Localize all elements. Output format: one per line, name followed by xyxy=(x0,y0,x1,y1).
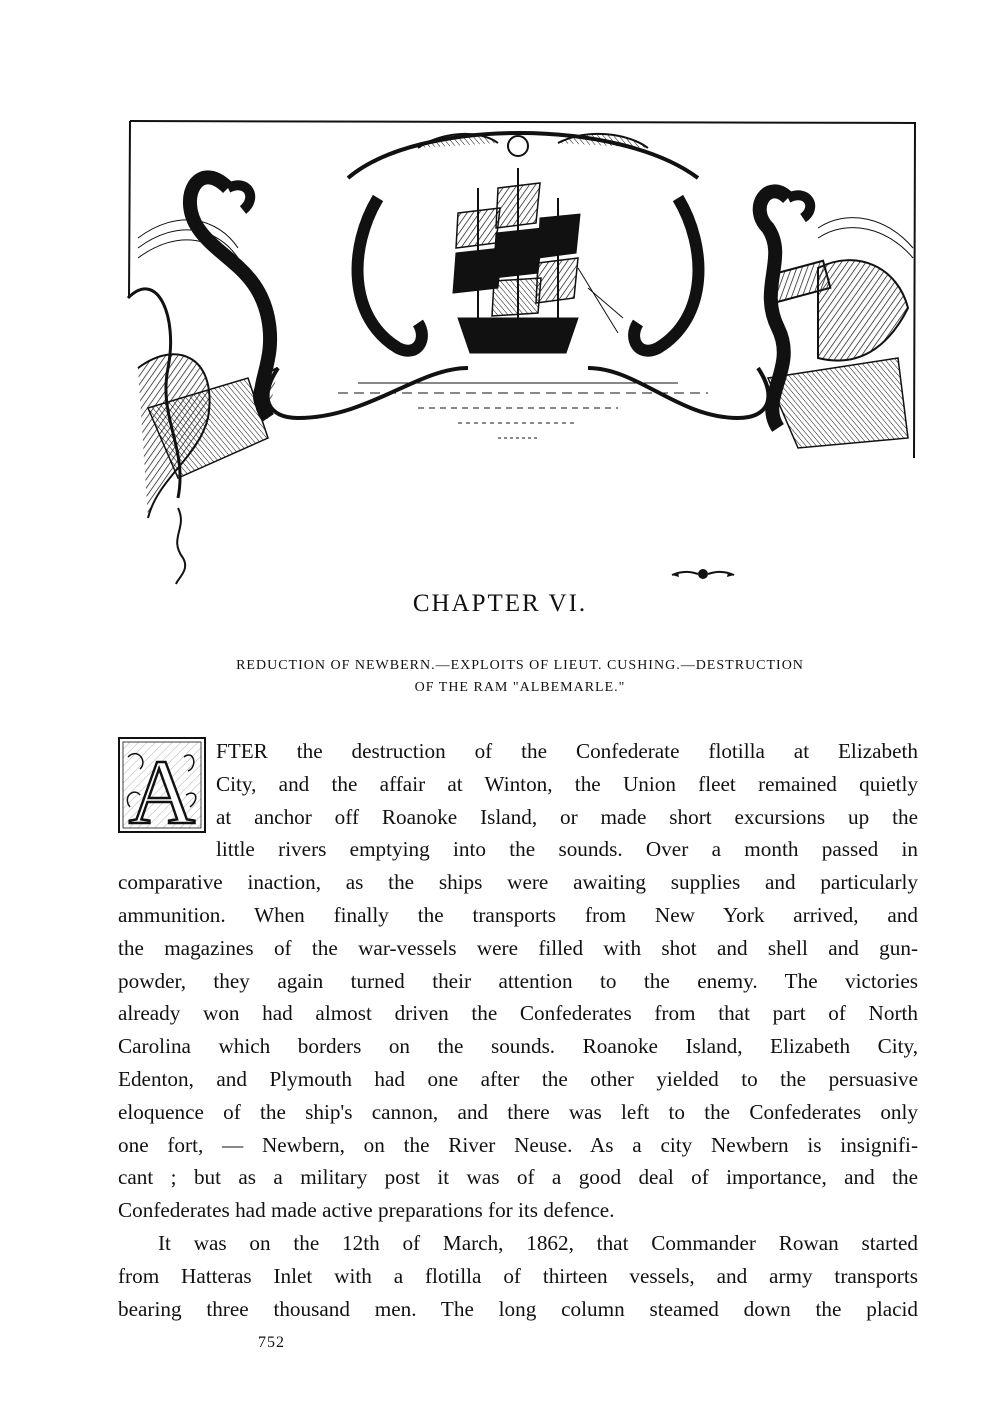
left-foliage xyxy=(128,177,270,584)
text-line: cant ; but as a military post it was of a good deal of importance, and the xyxy=(118,1165,918,1190)
text-line: Edenton, and Plymouth had one after the other yielded to the persuasive xyxy=(118,1066,918,1091)
body-text xyxy=(118,735,918,1325)
text-line: one fort, — Newbern, on the River Neuse. As a city Newbern is insignifi- xyxy=(118,1132,918,1157)
text-line: FTER the destruction of the Confederate flotilla at Elizabeth xyxy=(216,739,918,763)
ornament-flourish xyxy=(670,562,736,584)
text-line: Confederates had made active preparations for its defence. xyxy=(118,1198,615,1223)
chapter-summary xyxy=(150,655,890,699)
text-line: from Hatteras Inlet with a flotilla of thirteen vessels, and army transports xyxy=(118,1263,918,1288)
text-line: Carolina which borders on the sounds. Roanoke Island, Elizabeth City, xyxy=(118,1034,918,1059)
headpiece-illustration xyxy=(118,118,918,588)
text-line: comparative inaction, as the ships were awaiting supplies and particularly xyxy=(118,870,918,895)
chapter-summary-line: OF THE RAM "ALBEMARLE." xyxy=(414,680,626,695)
drop-cap-letter: A xyxy=(128,741,196,833)
chapter-summary-line: REDUCTION OF NEWBERN.—EXPLOITS OF LIEUT. CUSHING.—DESTRUCTION xyxy=(236,658,804,673)
text-line: little rivers emptying into the sounds. Over a month passed in xyxy=(216,837,918,862)
text-line: It was on the 12th of March, 1862, that Commander Rowan started xyxy=(158,1230,918,1255)
ship-illustration xyxy=(453,168,623,353)
text-line: ammunition. When finally the transports from New York arrived, and xyxy=(118,902,918,927)
page-number: 752 xyxy=(258,1334,285,1351)
text-line: City, and the affair at Winton, the Union fleet remained quietly xyxy=(216,771,918,796)
text-line: bearing three thousand men. The long column steamed down the placid xyxy=(118,1296,918,1321)
text-line: the magazines of the war-vessels were filled with shot and shell and gun- xyxy=(118,935,918,960)
chapter-title: CHAPTER VI. xyxy=(412,590,588,617)
text-line: already won had almost driven the Confederates from that part of North xyxy=(118,1001,918,1026)
text-line: eloquence of the ship's cannon, and there was left to the Confederates only xyxy=(118,1099,918,1124)
text-line: at anchor off Roanoke Island, or made short excursions up the xyxy=(216,804,918,829)
right-foliage xyxy=(760,191,913,448)
text-line: powder, they again turned their attention to the enemy. The victories xyxy=(118,968,918,993)
